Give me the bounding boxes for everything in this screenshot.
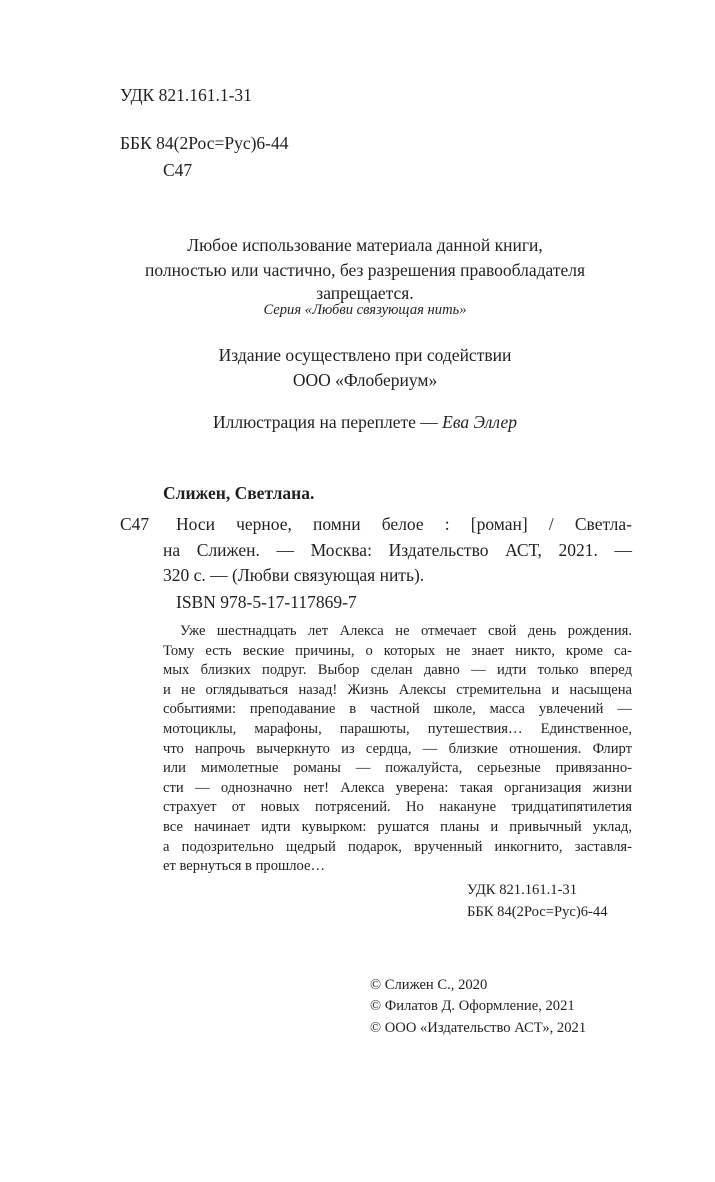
annotation-bbk: ББК 84(2Рос=Рус)6-44 — [467, 904, 608, 920]
bbk-code: ББК 84(2Рос=Рус)6-44 — [120, 133, 289, 153]
copyright-notice-line: запрещается. — [316, 283, 414, 303]
copyright-line: © Филатов Д. Оформление, 2021 — [370, 998, 575, 1014]
annotation-line: событиями: преподавание в частной школе, масса увлечений — — [163, 701, 632, 718]
support-line: ООО «Флобериум» — [292, 370, 438, 390]
author-mark: С47 — [163, 160, 193, 180]
annotation-line: и не оглядываться назад! Жизнь Алексы стремительна и насыщена — [163, 681, 632, 698]
annotation-line: что напрочь вычеркнуто из сердца, — близкие отношения. Флирт — [163, 740, 632, 757]
copyright-line: © Слижен С., 2020 — [370, 977, 488, 993]
annotation-line: мых близких подруг. Выбор сделан давно — идти только вперед — [163, 662, 632, 679]
illustration-artist: Ева Эллер — [442, 412, 518, 432]
annotation-line: ет вернуться в прошлое… — [163, 858, 326, 875]
udk-code: УДК 821.161.1-31 — [120, 85, 252, 105]
bib-line: на Слижен. — Москва: Издательство АСТ, 2021. — — [163, 540, 632, 560]
annotation-line: сти — однозначно нет! Алекса уверена: такая организация жизни — [163, 779, 632, 796]
isbn: ISBN 978-5-17-117869-7 — [176, 592, 357, 612]
bib-line: Носи черное, помни белое : [роман] / Светла- — [176, 514, 632, 534]
support-line: Издание осуществлено при содействии — [218, 345, 512, 365]
annotation-udk: УДК 821.161.1-31 — [467, 882, 578, 898]
copyright-notice-line: Любое использование материала данной книги, — [187, 235, 543, 255]
copyright-notice-line: полностью или частично, без разрешения правообладателя — [144, 260, 586, 280]
annotation-line: или мимолетные романы — пожалуйста, серьезные привязанно- — [163, 760, 632, 777]
copyright-line: © ООО «Издательство АСТ», 2021 — [370, 1020, 587, 1036]
annotation-line: а подозрительно щедрый подарок, врученный инкогнито, заставля- — [163, 838, 632, 855]
annotation-line: Уже шестнадцать лет Алекса не отмечает свой день рождения. — [180, 623, 632, 639]
annotation — [163, 622, 632, 877]
annotation-line: Тому есть веские причины, о которых не знает никто, кроме са- — [163, 642, 632, 659]
illustration-credit — [0, 411, 715, 433]
bib-mark: С47 — [120, 514, 150, 534]
annotation-line: мотоциклы, марафоны, парашюты, путешествия… Единственное, — [163, 720, 632, 737]
bib-line: 320 с. — (Любви связующая нить). — [163, 565, 425, 585]
annotation-line: все начинает идти кувырком: рушатся планы и привычный уклад, — [163, 818, 632, 835]
illustration-label: Иллюстрация на переплете — — [212, 412, 443, 432]
series-title: Серия «Любви связующая нить» — [263, 302, 467, 318]
annotation-line: страхует от новых потрясений. Но накануне тридцатипятилетия — [163, 799, 632, 816]
bib-author: Слижен, Светлана. — [163, 483, 315, 503]
